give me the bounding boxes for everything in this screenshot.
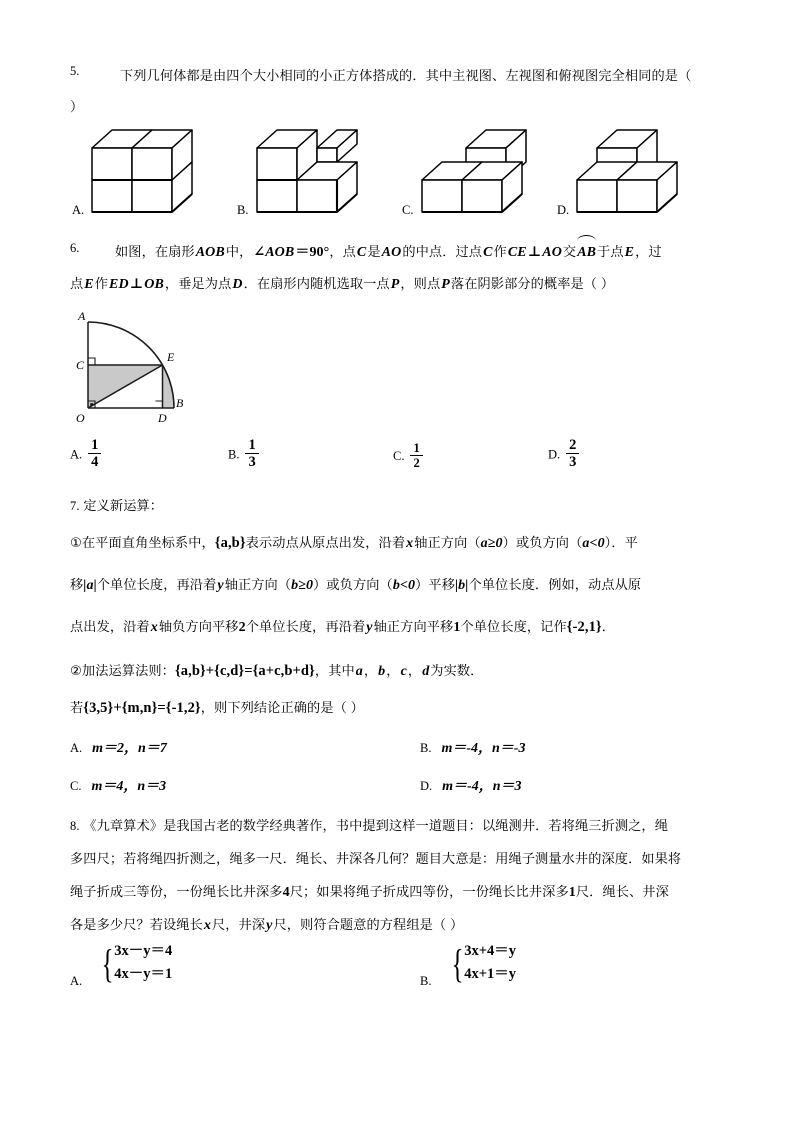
q6-option-b-fraction	[243, 437, 260, 470]
q7d-c2: ，	[386, 663, 400, 678]
q6-opt-b-num: 1	[248, 437, 256, 453]
q6-v-ce: CE	[507, 245, 527, 260]
q7a-t2: 表示动点从原点出发，沿着	[245, 535, 406, 550]
q6-v-90deg: 90°	[309, 245, 330, 260]
q8d-v-x: x	[203, 918, 211, 933]
q6-opt-c-den: 2	[410, 455, 422, 470]
svg-text:D: D	[158, 411, 167, 425]
q8-opt-a-eq2: 4x－y＝1	[114, 966, 173, 983]
q7c-n-1: 1	[453, 620, 461, 635]
q8-opt-a-eq1: 3x－y＝4	[114, 943, 173, 959]
q6-opt-a-den: 4	[88, 453, 101, 470]
q6-opt-c-num: 1	[413, 441, 420, 455]
q6-opt-d-num: 2	[569, 437, 577, 453]
q8-option-b-system	[448, 940, 516, 987]
q7-option-b-expr: m＝-4，n＝-3	[441, 741, 526, 756]
q6b-v-e: E	[84, 277, 94, 292]
q7c-t2: 轴负方向平移	[158, 619, 239, 634]
q6-option-a-label: A.	[70, 447, 83, 462]
q6b-v-p: P	[390, 277, 400, 292]
q5-option-d-label[interactable]: D.	[557, 203, 570, 217]
q6-v-e: E	[624, 245, 635, 260]
q6-v-c: C	[356, 245, 367, 260]
q7a-cond-a-ge-0: a≥0	[480, 536, 503, 551]
q6b-t1: 点	[70, 276, 84, 291]
q7-option-c[interactable]	[70, 775, 166, 795]
q7a-t1: ①在平面直角坐标系中，	[70, 535, 215, 550]
q7d-c3: ，	[407, 663, 422, 678]
q7d-c1: ，	[363, 663, 378, 678]
q7b-t1: 移	[70, 577, 84, 592]
left-brace-icon: {	[451, 940, 464, 986]
q6-opt-b-den: 3	[245, 453, 258, 470]
q7a-cond-a-lt-0: a<0	[582, 536, 605, 551]
q8-option-b-label: B.	[420, 974, 432, 988]
question-5-number: 5.	[70, 64, 80, 78]
q6b-t6: 落在阴影部分的概率是（ ）	[450, 276, 615, 291]
q6-opt-a-num: 1	[91, 437, 99, 453]
q7c-t3: 个单位长度，再沿着	[245, 619, 366, 634]
q7-line-d	[70, 655, 770, 687]
q6b-perp: ⊥	[129, 277, 144, 292]
q6b-v-d: D	[232, 277, 243, 292]
question-6-line-1	[115, 236, 770, 268]
q7-line-b	[70, 569, 770, 601]
q7a-set-ab: {a,b}	[214, 535, 246, 551]
q7a-v-x: x	[406, 536, 414, 551]
q7b-abs-a: |a|	[83, 578, 97, 593]
q7-option-a-label: A.	[70, 741, 83, 755]
question-6-block	[70, 236, 770, 300]
q6-perp-1: ⊥	[527, 245, 542, 260]
q7b-t4: ）或负方向（	[313, 577, 393, 592]
q8c-t3: 尺．绳长、井深	[575, 884, 669, 899]
q7b-t3: 轴正方向（	[224, 577, 292, 592]
q5-option-a-figure	[88, 126, 200, 214]
q7d-t2: ，其中	[314, 663, 355, 678]
q6-option-d-label: D.	[548, 447, 561, 462]
question-5-text: 下列几何体都是由四个大小相同的小正方体搭成的．其中主视图、左视图和俯视图完全相同的是（	[120, 68, 692, 83]
q8-line-2	[70, 843, 770, 874]
q8-option-a[interactable]	[70, 940, 172, 987]
q7c-n-2: 2	[238, 620, 246, 635]
q6-opt-d-den: 3	[566, 453, 579, 470]
q7-option-b-label: B.	[420, 741, 432, 755]
q8d-t1: 各是多少尺？若设绳长	[70, 917, 203, 932]
question-8-text-line1: 《九章算术》是我国古老的数学经典著作，书中提到这样一道题目：以绳测井．若将绳三折测之，绳	[83, 818, 668, 833]
q7c-t4: 轴正方向平移	[373, 619, 454, 634]
q7b-t5: ）平移	[415, 577, 455, 592]
q6-t9: ，过	[635, 244, 662, 259]
q8d-v-y: y	[266, 918, 273, 933]
q8-opt-b-eq2: 4x+1＝y	[464, 966, 516, 983]
q7d-addition-rule: {a,b}+{c,d}={a+c,b+d}	[174, 663, 315, 679]
q7d-t1: ②加法运算法则：	[70, 663, 175, 678]
q6-option-c-fraction	[408, 441, 424, 470]
q8d-t2: 尺，井深	[211, 917, 266, 932]
q8-line-1	[70, 810, 770, 842]
q8c-t2: 尺；如果将绳子折成四等份，一份绳长比井深多	[289, 884, 569, 899]
q6b-t3: ，垂足为点	[164, 276, 232, 291]
q7b-t2: 个单位长度，再沿着	[96, 577, 217, 592]
q6b-v-p2: P	[441, 277, 450, 292]
q7-line-e	[70, 692, 770, 724]
q7e-t1: 若	[70, 700, 84, 715]
q6-v-angle-aob: ∠AOB	[253, 245, 295, 260]
q6-option-d-fraction	[564, 437, 581, 470]
q7a-t4: ）或负方向（	[502, 535, 583, 550]
q8c-t1: 绳子折成三等份，一份绳长比井深多	[70, 884, 283, 899]
q7-line-c	[70, 611, 770, 643]
q7c-t5: 个单位长度，记作	[460, 619, 567, 634]
question-7-title: 定义新运算：	[83, 498, 164, 513]
q7c-v-x: x	[150, 620, 158, 635]
q6-eq1: ＝	[295, 245, 310, 260]
q7e-equation: {3,5}+{m,n}={-1,2}	[83, 700, 201, 716]
q7d-v-d: d	[422, 664, 430, 679]
svg-text:E: E	[167, 350, 175, 364]
q8c-n-1: 1	[568, 885, 576, 900]
q6-t2: 中，	[225, 244, 253, 259]
q7c-t1: 点出发，沿着	[70, 619, 150, 634]
q6b-t5: ，则点	[400, 276, 441, 291]
q6-v-aob: AOB	[195, 245, 225, 260]
question-5-block	[70, 60, 760, 122]
q6-option-c[interactable]	[393, 441, 425, 470]
q6-t7: 交	[562, 244, 577, 259]
q7-option-a-expr: m＝2，n＝7	[92, 741, 167, 756]
question-7-block	[70, 490, 770, 522]
q7b-t6: 个单位长度．例如，动点从原	[468, 577, 642, 592]
q7-option-d[interactable]	[420, 775, 522, 795]
q6b-t2: 作	[94, 276, 109, 291]
q6-t4: 是	[367, 244, 381, 259]
q7-option-c-label: C.	[70, 779, 82, 793]
q7-option-a[interactable]	[70, 737, 167, 757]
q5-option-c-figure	[418, 126, 536, 214]
q5-option-d-figure	[573, 126, 691, 214]
q6-option-d[interactable]	[548, 437, 581, 470]
q5-option-a-label[interactable]: A.	[72, 203, 85, 217]
q7-line-a	[70, 527, 770, 559]
q6-v-ao2: AO	[542, 245, 562, 260]
q7-option-b[interactable]	[420, 737, 525, 757]
question-7-number: 7.	[70, 499, 80, 513]
q8-line-3	[70, 876, 770, 908]
question-8-text-line2: 多四尺；若将绳四折测之，绳多一尺．绳长、井深各几何？题目大意是：用绳子测量水井的深度．如果将	[70, 851, 682, 866]
q7d-v-b: b	[378, 664, 386, 679]
svg-text:A: A	[78, 309, 86, 323]
q6-sector-figure	[72, 308, 202, 426]
q6-t5: 的中点．过点	[402, 244, 483, 259]
q8c-n-4: 4	[282, 885, 290, 900]
q6b-v-ed: ED	[109, 277, 129, 292]
q8-option-a-system	[98, 940, 172, 987]
q6-v-c2: C	[483, 245, 493, 260]
q6-v-arc-ab: AB	[576, 236, 597, 268]
q6-t6: 作	[493, 244, 507, 259]
q6-t3: ，点	[329, 244, 356, 259]
question-6-number: 6.	[70, 241, 80, 255]
q7e-t2: ，则下列结论正确的是（ ）	[200, 700, 364, 715]
q7d-v-a: a	[355, 664, 363, 679]
q7d-t3: 为实数．	[430, 663, 484, 678]
q7-option-c-expr: m＝4，n＝3	[91, 779, 167, 794]
q6-t1: 如图，在扇形	[115, 244, 195, 259]
q8-line-4	[70, 909, 770, 941]
q5-option-b-label[interactable]: B.	[237, 203, 249, 217]
q7-option-d-expr: m＝-4，n＝3	[442, 779, 522, 794]
q6-t8: 于点	[597, 244, 624, 259]
q6-option-a[interactable]	[70, 437, 103, 470]
q8-option-b[interactable]	[420, 940, 516, 987]
q7b-v-y: y	[217, 578, 224, 593]
q5-option-b-figure	[253, 126, 365, 214]
question-8-number: 8.	[70, 819, 80, 833]
q6-option-a-fraction	[86, 437, 103, 470]
q7b-cond-b-lt-0: b<0	[392, 578, 416, 593]
question-7-title-line	[70, 490, 770, 522]
q7c-t6: ．	[601, 619, 616, 634]
q8-opt-b-eq1: 3x+4＝y	[464, 943, 516, 959]
svg-text:C: C	[76, 358, 85, 372]
svg-text:O: O	[76, 411, 85, 425]
q6-option-b-label: B.	[228, 447, 240, 462]
q7c-v-y: y	[366, 620, 373, 635]
q5-option-c-label[interactable]: C.	[402, 203, 414, 217]
question-6-line-2	[70, 268, 770, 300]
q7-option-d-label: D.	[420, 779, 433, 793]
q7a-t3: 轴正方向（	[414, 535, 481, 550]
q6-option-c-label: C.	[393, 449, 405, 464]
q8-option-a-label: A.	[70, 974, 83, 988]
question-5-text-cont: ）	[70, 99, 84, 114]
q7b-cond-b-ge-0: b≥0	[291, 578, 314, 593]
q6b-t4: ．在扇形内随机选取一点	[243, 276, 390, 291]
q6-option-b[interactable]	[228, 437, 261, 470]
q8d-t3: 尺，则符合题意的方程组是（ ）	[273, 917, 464, 932]
q7a-t5: ）．平	[604, 535, 638, 550]
left-brace-icon: {	[101, 940, 114, 986]
q6b-v-ob: OB	[144, 277, 164, 292]
q7d-v-c: c	[400, 664, 407, 679]
q7b-abs-b: |b|	[455, 578, 469, 593]
q6-v-ao: AO	[381, 245, 402, 260]
q7c-set-neg2-1: {-2,1}	[566, 619, 602, 635]
svg-text:B: B	[176, 396, 184, 410]
